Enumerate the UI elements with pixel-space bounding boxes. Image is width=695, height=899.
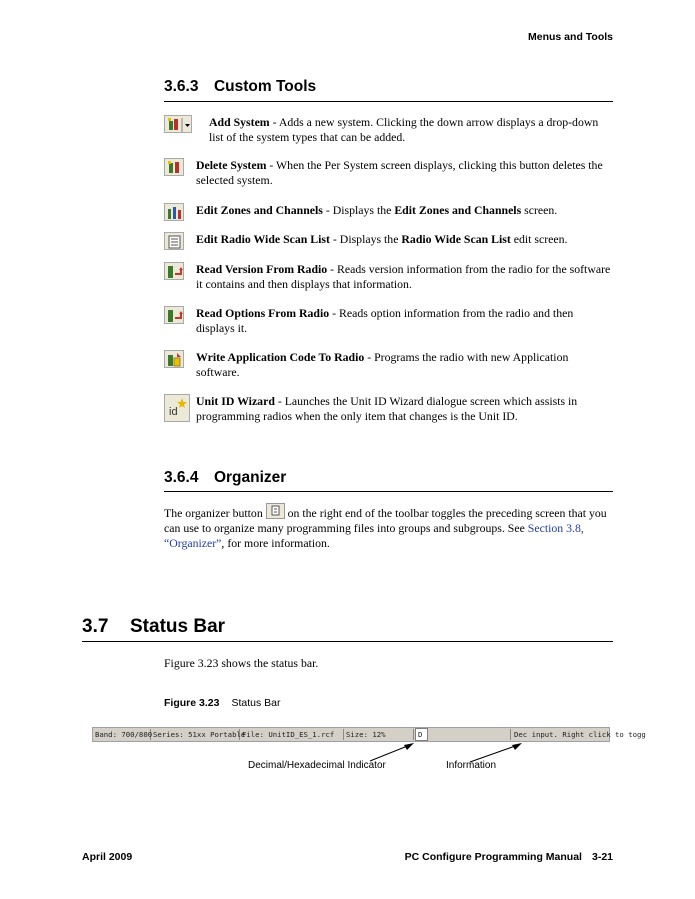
tool-name: Add System bbox=[209, 115, 270, 129]
tool-name: Read Version From Radio bbox=[196, 262, 328, 276]
tool-desc: Delete System - When the Per System screen displays, clicking this button deletes the selected system. bbox=[196, 158, 603, 187]
callout-indicator-label: Decimal/Hexadecimal Indicator bbox=[248, 760, 386, 771]
section-heading-custom-tools: 3.6.3 Custom Tools bbox=[164, 78, 317, 95]
tool-desc: Edit Zones and Channels - Displays the Edit Zones and Channels screen. bbox=[196, 203, 558, 217]
running-header: Menus and Tools bbox=[528, 31, 613, 43]
tool-desc: Edit Radio Wide Scan List - Displays the Radio Wide Scan List edit screen. bbox=[196, 232, 568, 246]
organizer-paragraph: The organizer button on the right end of the toolbar toggles the preceding screen that you can use to organize many programming files into groups and subgroups. See Section 3.8, “Organizer”, for more information. bbox=[164, 503, 614, 551]
tool-desc: Add System - Adds a new system. Clicking the down arrow displays a drop-down list of the system types that can be added. bbox=[209, 115, 599, 144]
status-series: Series: 51xx Portable bbox=[153, 730, 246, 739]
section-link[interactable]: Section 3.8, “Organizer” bbox=[164, 521, 584, 550]
tool-desc: Read Version From Radio - Reads version information from the radio for the software it contains and then displays that information. bbox=[196, 262, 611, 291]
footer-manual-title: PC Configure Programming Manual bbox=[404, 851, 582, 863]
tool-name: Delete System bbox=[196, 158, 267, 172]
tool-name: Edit Radio Wide Scan List bbox=[196, 232, 330, 246]
tool-desc: Unit ID Wizard - Launches the Unit ID Wizard dialogue screen which assists in programming radios when the only item that changes is the Unit ID. bbox=[196, 394, 578, 423]
status-file: File: UnitID_ES_1.rcf bbox=[240, 729, 344, 740]
status-mode-indicator[interactable]: D bbox=[415, 728, 428, 741]
tool-name: Edit Zones and Channels bbox=[196, 203, 323, 217]
figure-title: Status Bar bbox=[231, 697, 281, 709]
tool-name: Read Options From Radio bbox=[196, 306, 330, 320]
tool-desc: Write Application Code To Radio - Programs the radio with new Application software. bbox=[196, 350, 569, 379]
status-band: Band: 700/800 bbox=[95, 730, 153, 739]
tool-name: Unit ID Wizard bbox=[196, 394, 275, 408]
tool-desc: Read Options From Radio - Reads option information from the radio and then displays it. bbox=[196, 306, 574, 335]
status-size: Size: 12% bbox=[344, 729, 414, 740]
status-info[interactable]: Dec input. Right click to togg bbox=[514, 730, 646, 739]
status-bar-intro: Figure 3.23 shows the status bar. bbox=[164, 656, 319, 670]
figure-label: Figure 3.23 bbox=[164, 697, 220, 709]
svg-text:id: id bbox=[169, 406, 178, 418]
page-number: 3-21 bbox=[591, 851, 613, 863]
section-number: 3.7 bbox=[82, 616, 109, 637]
footer-right bbox=[405, 851, 613, 863]
section-heading-organizer: 3.6.4 Organizer bbox=[164, 469, 287, 486]
callout-information-label: Information bbox=[446, 760, 497, 771]
tool-name: Write Application Code To Radio bbox=[196, 350, 365, 364]
section-heading-status-bar: Status Bar bbox=[130, 616, 226, 637]
footer-date: April 2009 bbox=[82, 851, 133, 863]
